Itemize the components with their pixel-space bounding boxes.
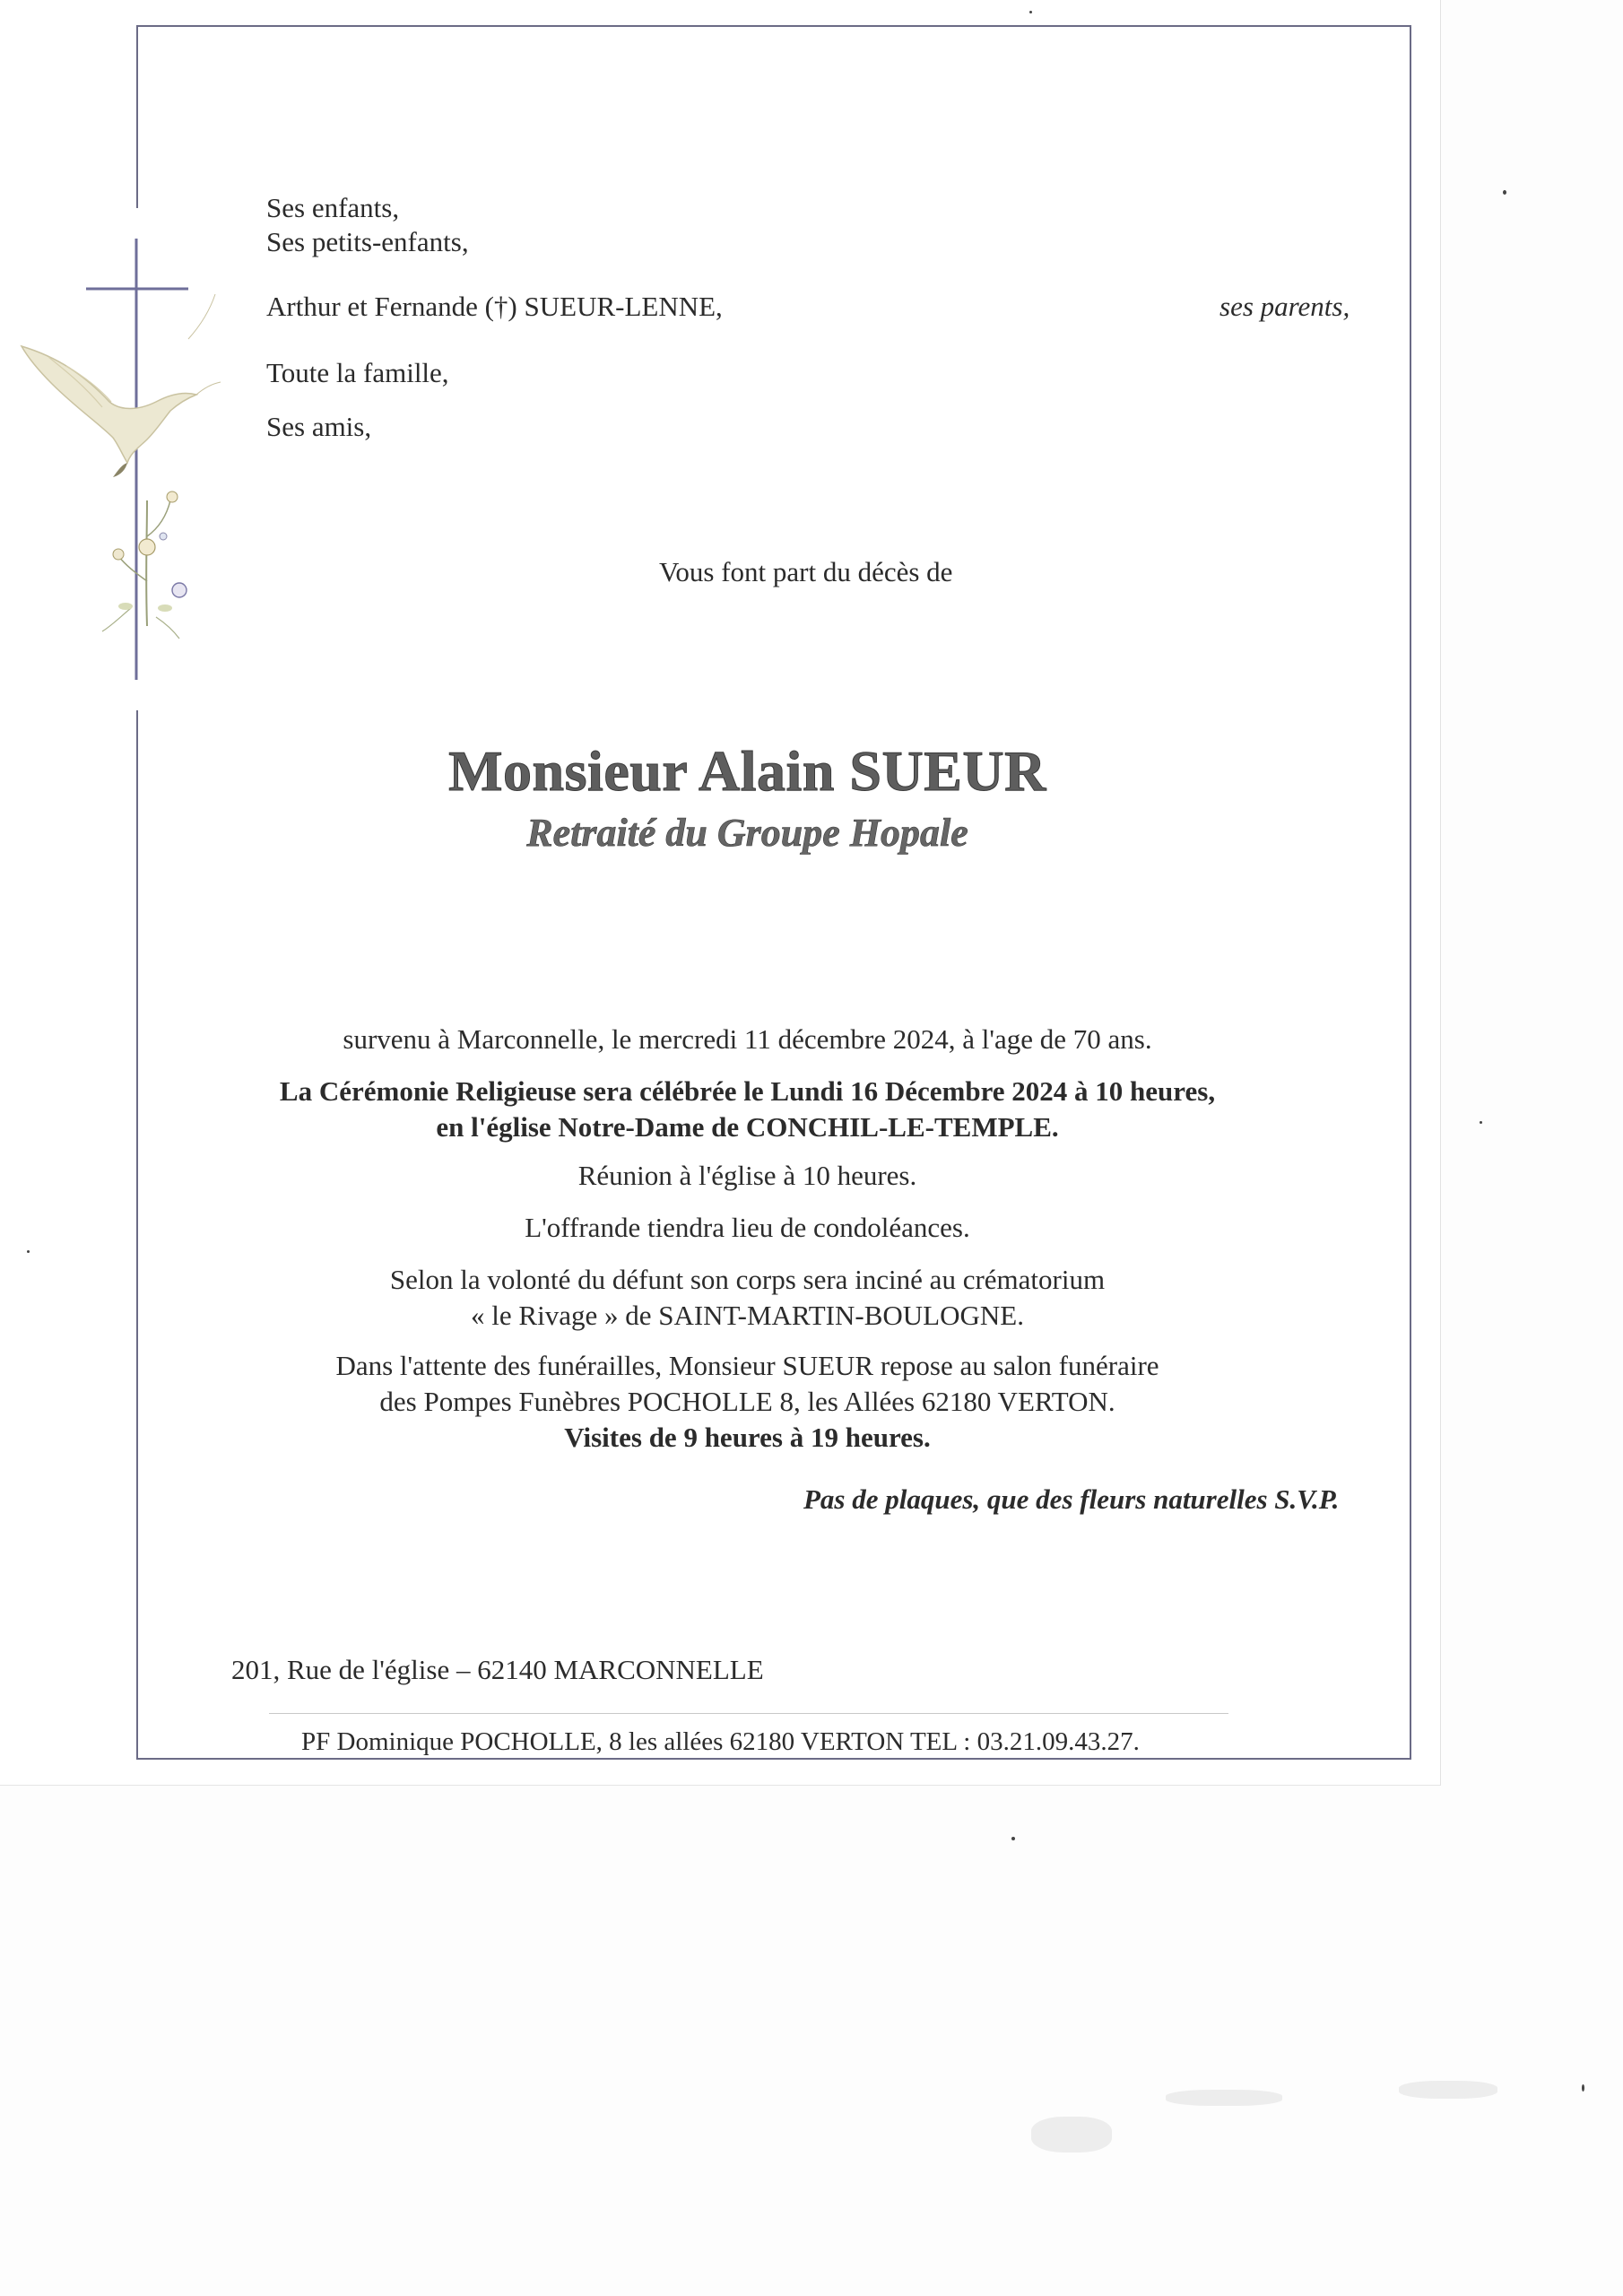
deceased-name: Monsieur Alain SUEUR <box>448 739 1046 803</box>
cremation-line-2: « le Rivage » de SAINT-MARTIN-BOULOGNE. <box>471 1300 1024 1331</box>
footer-rule <box>269 1713 1228 1714</box>
cremation-line-1: Selon la volonté du défunt son corps sera inciné au crématorium <box>389 1264 1106 1295</box>
death-details: survenu à Marconnelle, le mercredi 11 décembre 2024, à l'age de 70 ans. <box>343 1023 1152 1055</box>
family-parents-names: Arthur et Fernande (†) SUEUR-LENNE, <box>266 291 723 322</box>
scan-speck <box>1029 11 1032 13</box>
meeting-text: Réunion à l'église à 10 heures. <box>577 1160 917 1191</box>
offering-text: L'offrande tiendra lieu de condoléances. <box>525 1212 970 1243</box>
deceased-title: Retraité du Groupe Hopale <box>526 811 968 855</box>
address-text: 201, Rue de l'église – 62140 MARCONNELLE <box>231 1654 764 1685</box>
family-friends: Ses amis, <box>266 411 372 442</box>
scan-smudge <box>1166 2090 1282 2106</box>
family-children: Ses enfants, <box>266 192 400 223</box>
scan-speck <box>1503 190 1506 195</box>
family-parents-role: ses parents, <box>1219 291 1350 322</box>
announcement-text: Vous font part du décès de <box>659 556 953 587</box>
dove-icon <box>22 294 221 477</box>
scan-speck <box>1582 2084 1584 2092</box>
scan-speck <box>1011 1837 1015 1840</box>
rest-line-1: Dans l'attente des funérailles, Monsieur SUEUR repose au salon funéraire <box>335 1350 1159 1381</box>
scan-speck <box>27 1250 30 1253</box>
flower-icon <box>102 491 187 639</box>
scan-smudge <box>1399 2081 1497 2099</box>
footer-text: PF Dominique POCHOLLE, 8 les allées 62180 VERTON TEL : 03.21.09.43.27. <box>301 1727 1140 1756</box>
scan-speck <box>1480 1121 1482 1124</box>
rest-line-2: des Pompes Funèbres POCHOLLE 8, les Allées 62180 VERTON. <box>379 1386 1115 1417</box>
flowers-text: Pas de plaques, que des fleurs naturelles S.V.P. <box>803 1483 1340 1515</box>
ceremony-line-2: en l'église Notre-Dame de CONCHIL-LE-TEMPLE. <box>436 1111 1059 1143</box>
family-relatives: Toute la famille, <box>266 357 449 388</box>
emblem <box>13 231 228 680</box>
cross-icon <box>86 239 188 680</box>
family-grandchildren: Ses petits-enfants, <box>266 226 469 257</box>
ceremony-line-1: La Cérémonie Religieuse sera célébrée le Lundi 16 Décembre 2024 à 10 heures, <box>279 1075 1216 1107</box>
scan-smudge <box>1031 2117 1112 2152</box>
visits-text: Visites de 9 heures à 19 heures. <box>564 1422 931 1453</box>
